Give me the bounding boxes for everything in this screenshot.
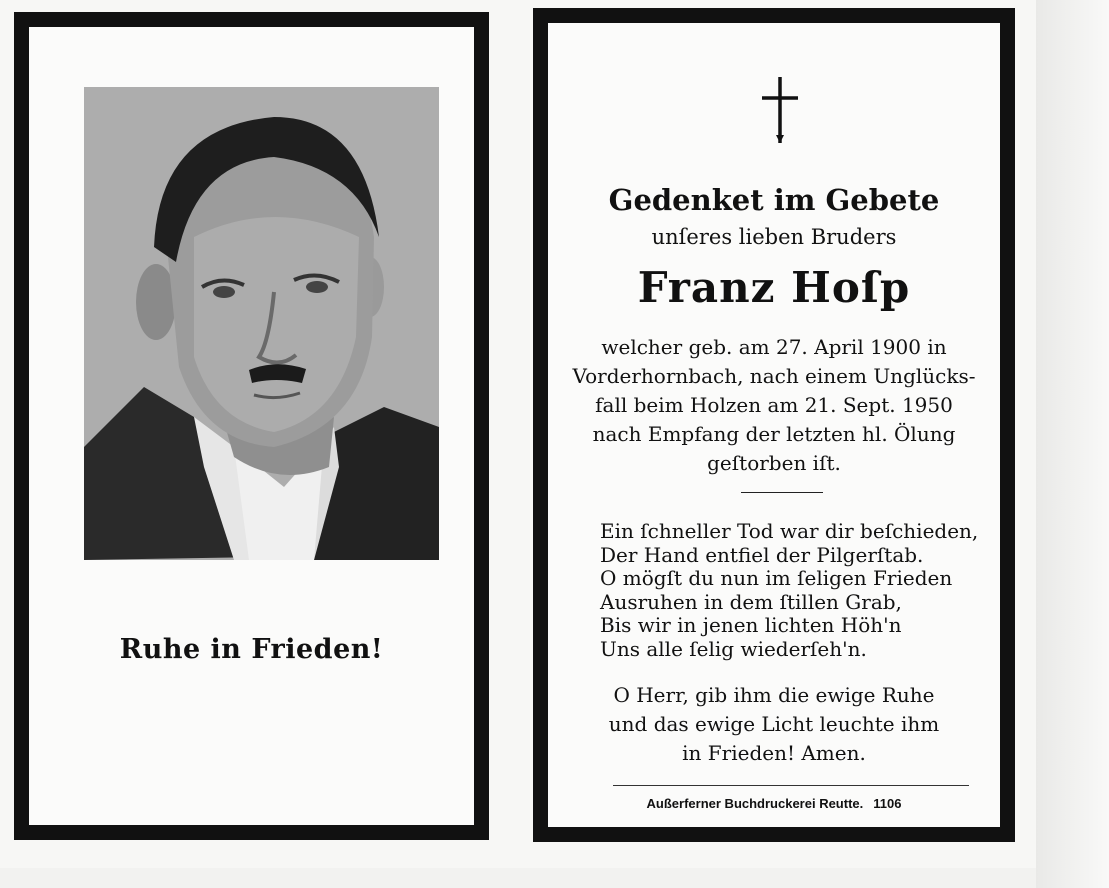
bio-line: welcher geb. am 27. April 1900 in — [601, 335, 947, 359]
poem — [600, 520, 978, 661]
printer-imprint — [548, 796, 1000, 811]
divider-short — [741, 492, 823, 493]
page-edge — [1036, 0, 1109, 888]
prayer-line: O Herr, gib ihm die ewige Ruhe — [613, 683, 935, 707]
deceased-name: Franz Hoſp — [637, 263, 911, 312]
bio-line: fall beim Holzen am 21. Sept. 1950 — [595, 393, 953, 417]
printer-number: 1106 — [873, 796, 902, 811]
left-card-border — [14, 12, 489, 840]
bio-line: nach Empfang der letzten hl. Ölung — [592, 422, 956, 446]
poem-line: Ausruhen in dem ſtillen Grab, — [600, 589, 902, 614]
portrait-photo — [84, 87, 439, 560]
poem-line: Bis wir in jenen lichten Höh'n — [600, 613, 902, 637]
subheading: unſeres lieben Bruders — [651, 225, 897, 249]
bio-line: geſtorben iſt. — [707, 451, 841, 475]
poem-line: O mögſt du nun im ſeligen Frieden — [600, 566, 953, 590]
biography — [568, 333, 980, 478]
poem-line: Der Hand entfiel der Pilgerſtab. — [600, 542, 924, 567]
prayer-line: und das ewige Licht leuchte ihm — [608, 712, 940, 736]
heading: Gedenket im Gebete — [608, 183, 940, 217]
prayer — [548, 681, 1000, 768]
divider-long — [613, 785, 969, 786]
poem-line: Uns alle ſelig wiederſeh'n. — [600, 636, 867, 661]
cross-icon — [758, 75, 802, 145]
printer-name: Außerferner Buchdruckerei Reutte. — [646, 796, 864, 811]
right-card-panel — [548, 23, 1000, 827]
farewell-text: Ruhe in Frieden! — [119, 634, 384, 665]
portrait-illustration — [84, 87, 439, 560]
bio-line: Vorderhornbach, nach einem Unglücks- — [572, 364, 976, 388]
right-card-border — [533, 8, 1015, 842]
left-card-panel — [29, 27, 474, 825]
memorial-text — [548, 23, 1000, 827]
prayer-line: in Frieden! Amen. — [682, 741, 866, 765]
poem-line: Ein ſchneller Tod war dir beſchieden, — [600, 519, 979, 543]
